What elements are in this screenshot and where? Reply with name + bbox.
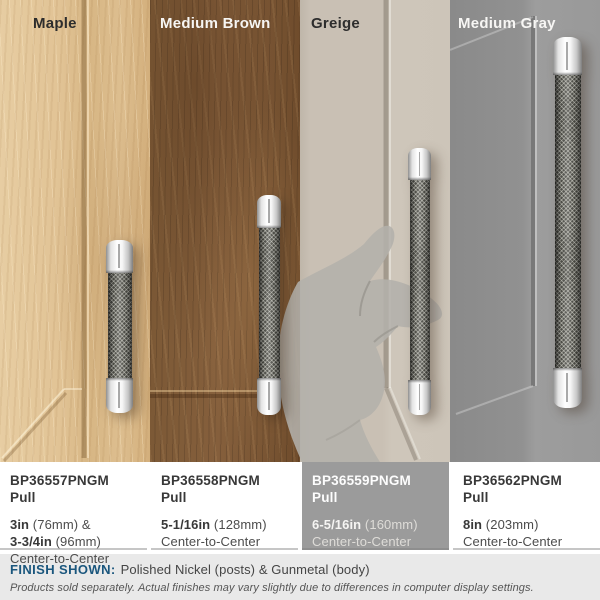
pull-top-post xyxy=(408,148,431,180)
product-info-card xyxy=(453,462,600,550)
product-sku: BP36562PNGM xyxy=(463,473,562,488)
size-spec: 5-1/16in (128mm) xyxy=(161,516,267,532)
cabinet-pull-5in xyxy=(257,195,281,415)
pull-bottom-post xyxy=(553,368,582,408)
pull-top-post xyxy=(553,37,582,75)
product-type: Pull xyxy=(312,489,338,505)
product-info-card-highlighted xyxy=(302,462,449,550)
pull-knurled-body xyxy=(410,180,430,380)
finish-shown-line xyxy=(10,562,590,577)
size-spec: Center-to-Center xyxy=(161,533,261,549)
size-spec: Center-to-Center xyxy=(10,551,110,567)
pull-knurled-body xyxy=(259,228,280,378)
finish-shown-value: Polished Nickel (posts) & Gunmetal (body) xyxy=(120,562,370,577)
product-sku: BP36558PNGM xyxy=(161,473,260,488)
size-spec: 3in (76mm) & xyxy=(10,516,91,532)
product-info-card xyxy=(151,462,298,550)
finish-name-label: Medium Gray xyxy=(458,15,556,32)
product-type: Pull xyxy=(463,489,489,505)
product-sku: BP36557PNGM xyxy=(10,473,109,488)
size-spec: 3-3/4in (96mm) xyxy=(10,533,101,549)
product-info-card xyxy=(0,462,147,567)
finish-name-label: Greige xyxy=(311,15,361,32)
cabinet-pull-6in xyxy=(408,148,431,415)
product-type: Pull xyxy=(161,489,187,505)
cabinet-pull-8in xyxy=(553,37,582,408)
pull-knurled-body xyxy=(108,273,132,378)
size-spec: Center-to-Center xyxy=(463,533,563,549)
pull-knurled-body xyxy=(555,75,581,368)
pull-bottom-post xyxy=(106,378,133,413)
finish-name-label: Maple xyxy=(33,15,77,32)
size-spec: 6-5/16in (160mm) xyxy=(312,516,418,532)
pull-bottom-post xyxy=(257,378,281,415)
product-info-row xyxy=(0,462,600,567)
finish-shown-label: FINISH SHOWN: xyxy=(10,562,116,577)
size-spec: 8in (203mm) xyxy=(463,516,539,532)
size-spec: Center-to-Center xyxy=(312,533,412,549)
cabinet-pull-3in xyxy=(106,240,133,413)
pull-bottom-post xyxy=(408,380,431,415)
disclaimer-text: Products sold separately. Actual finishes may vary slightly due to differences in computer display settings. xyxy=(10,582,534,594)
pull-top-post xyxy=(257,195,281,228)
product-sku: BP36559PNGM xyxy=(312,473,411,488)
finish-name-label: Medium Brown xyxy=(160,15,271,32)
product-type: Pull xyxy=(10,489,36,505)
pull-top-post xyxy=(106,240,133,273)
